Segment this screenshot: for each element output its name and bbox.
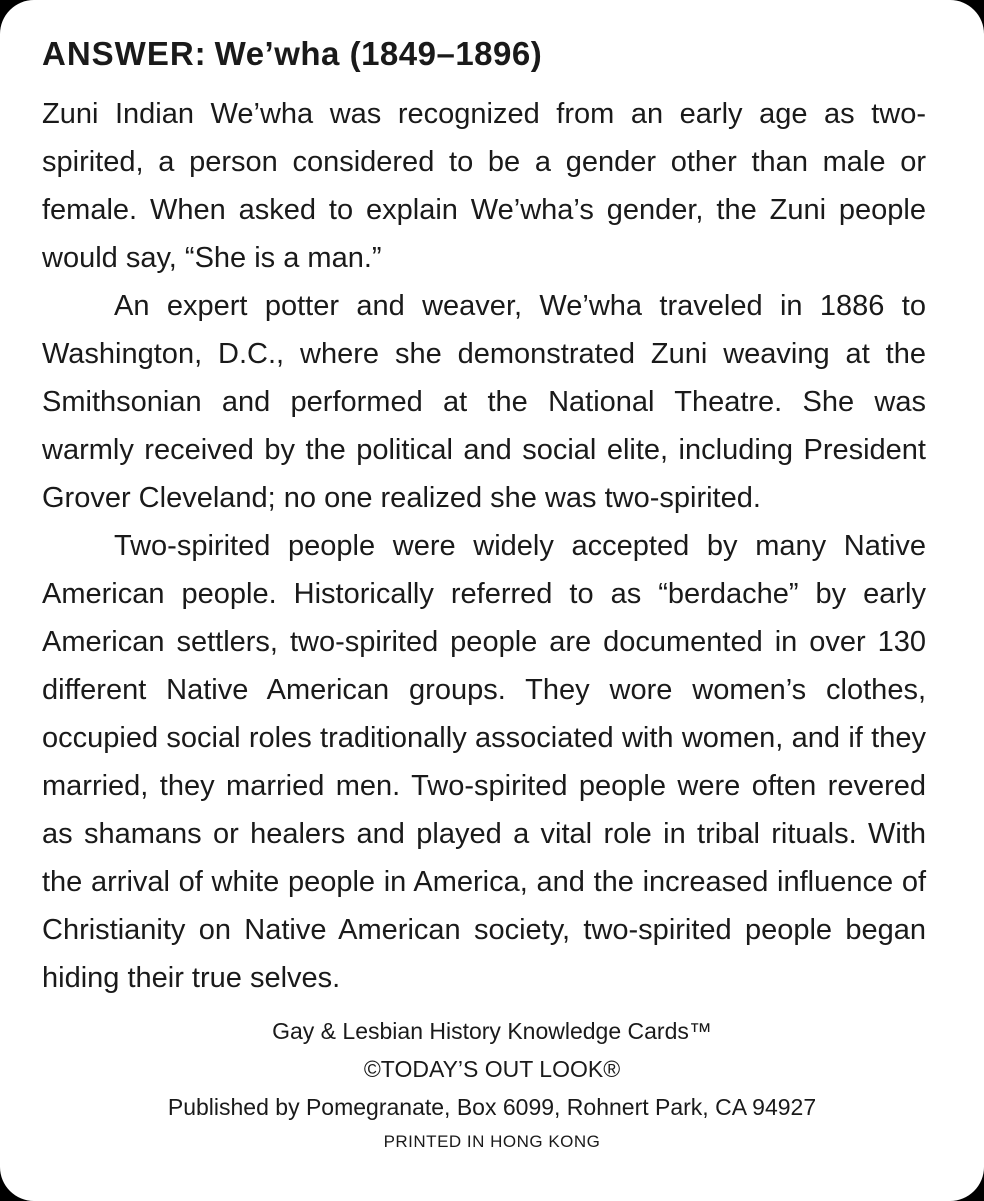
answer-heading [42,30,926,78]
answer-name: We’wha (1849–1896) [214,35,543,72]
paragraph-intro: Zuni Indian We’wha was recognized from an early age as two-spirited, a person considered to be a gender other than male or female. When asked to explain We’wha’s gender, the Zuni people would say, “She is a man.” [42,98,926,274]
publisher-line: Published by Pomegranate, Box 6099, Rohnert Park, CA 94927 [167,1094,817,1120]
copyright-line: ©TODAY’S OUT LOOK® [363,1056,621,1082]
card-content [42,30,926,1002]
answer-label: ANSWER: [42,35,207,72]
paragraph-two-spirited: Two-spirited people were widely accepted by many Native American people. Historically referred to as “berdache” by early American settlers, two-spirited people are documented in over 130 different Native American groups. They wore women’s clothes, occupied social roles traditionally associated with women, and if they married, they married men. Two-spirited people were often revered as shamans or healers and played a vital role in tribal rituals. With the arrival of white people in America, and the increased influence of Christianity on Native American society, two-spirited people began hiding their true selves. [42,530,926,994]
printed-line: PRINTED IN HONG KONG [383,1132,601,1151]
series-title: Gay & Lesbian History Knowledge Cards™ [272,1018,712,1044]
card-footer [0,1012,984,1158]
paragraph-washington: An expert potter and weaver, We’wha traveled in 1886 to Washington, D.C., where she demonstrated Zuni weaving at the Smithsonian and performed at the National Theatre. She was warmly received by the political and social elite, including President Grover Cleveland; no one realized she was two-spirited. [42,290,926,514]
